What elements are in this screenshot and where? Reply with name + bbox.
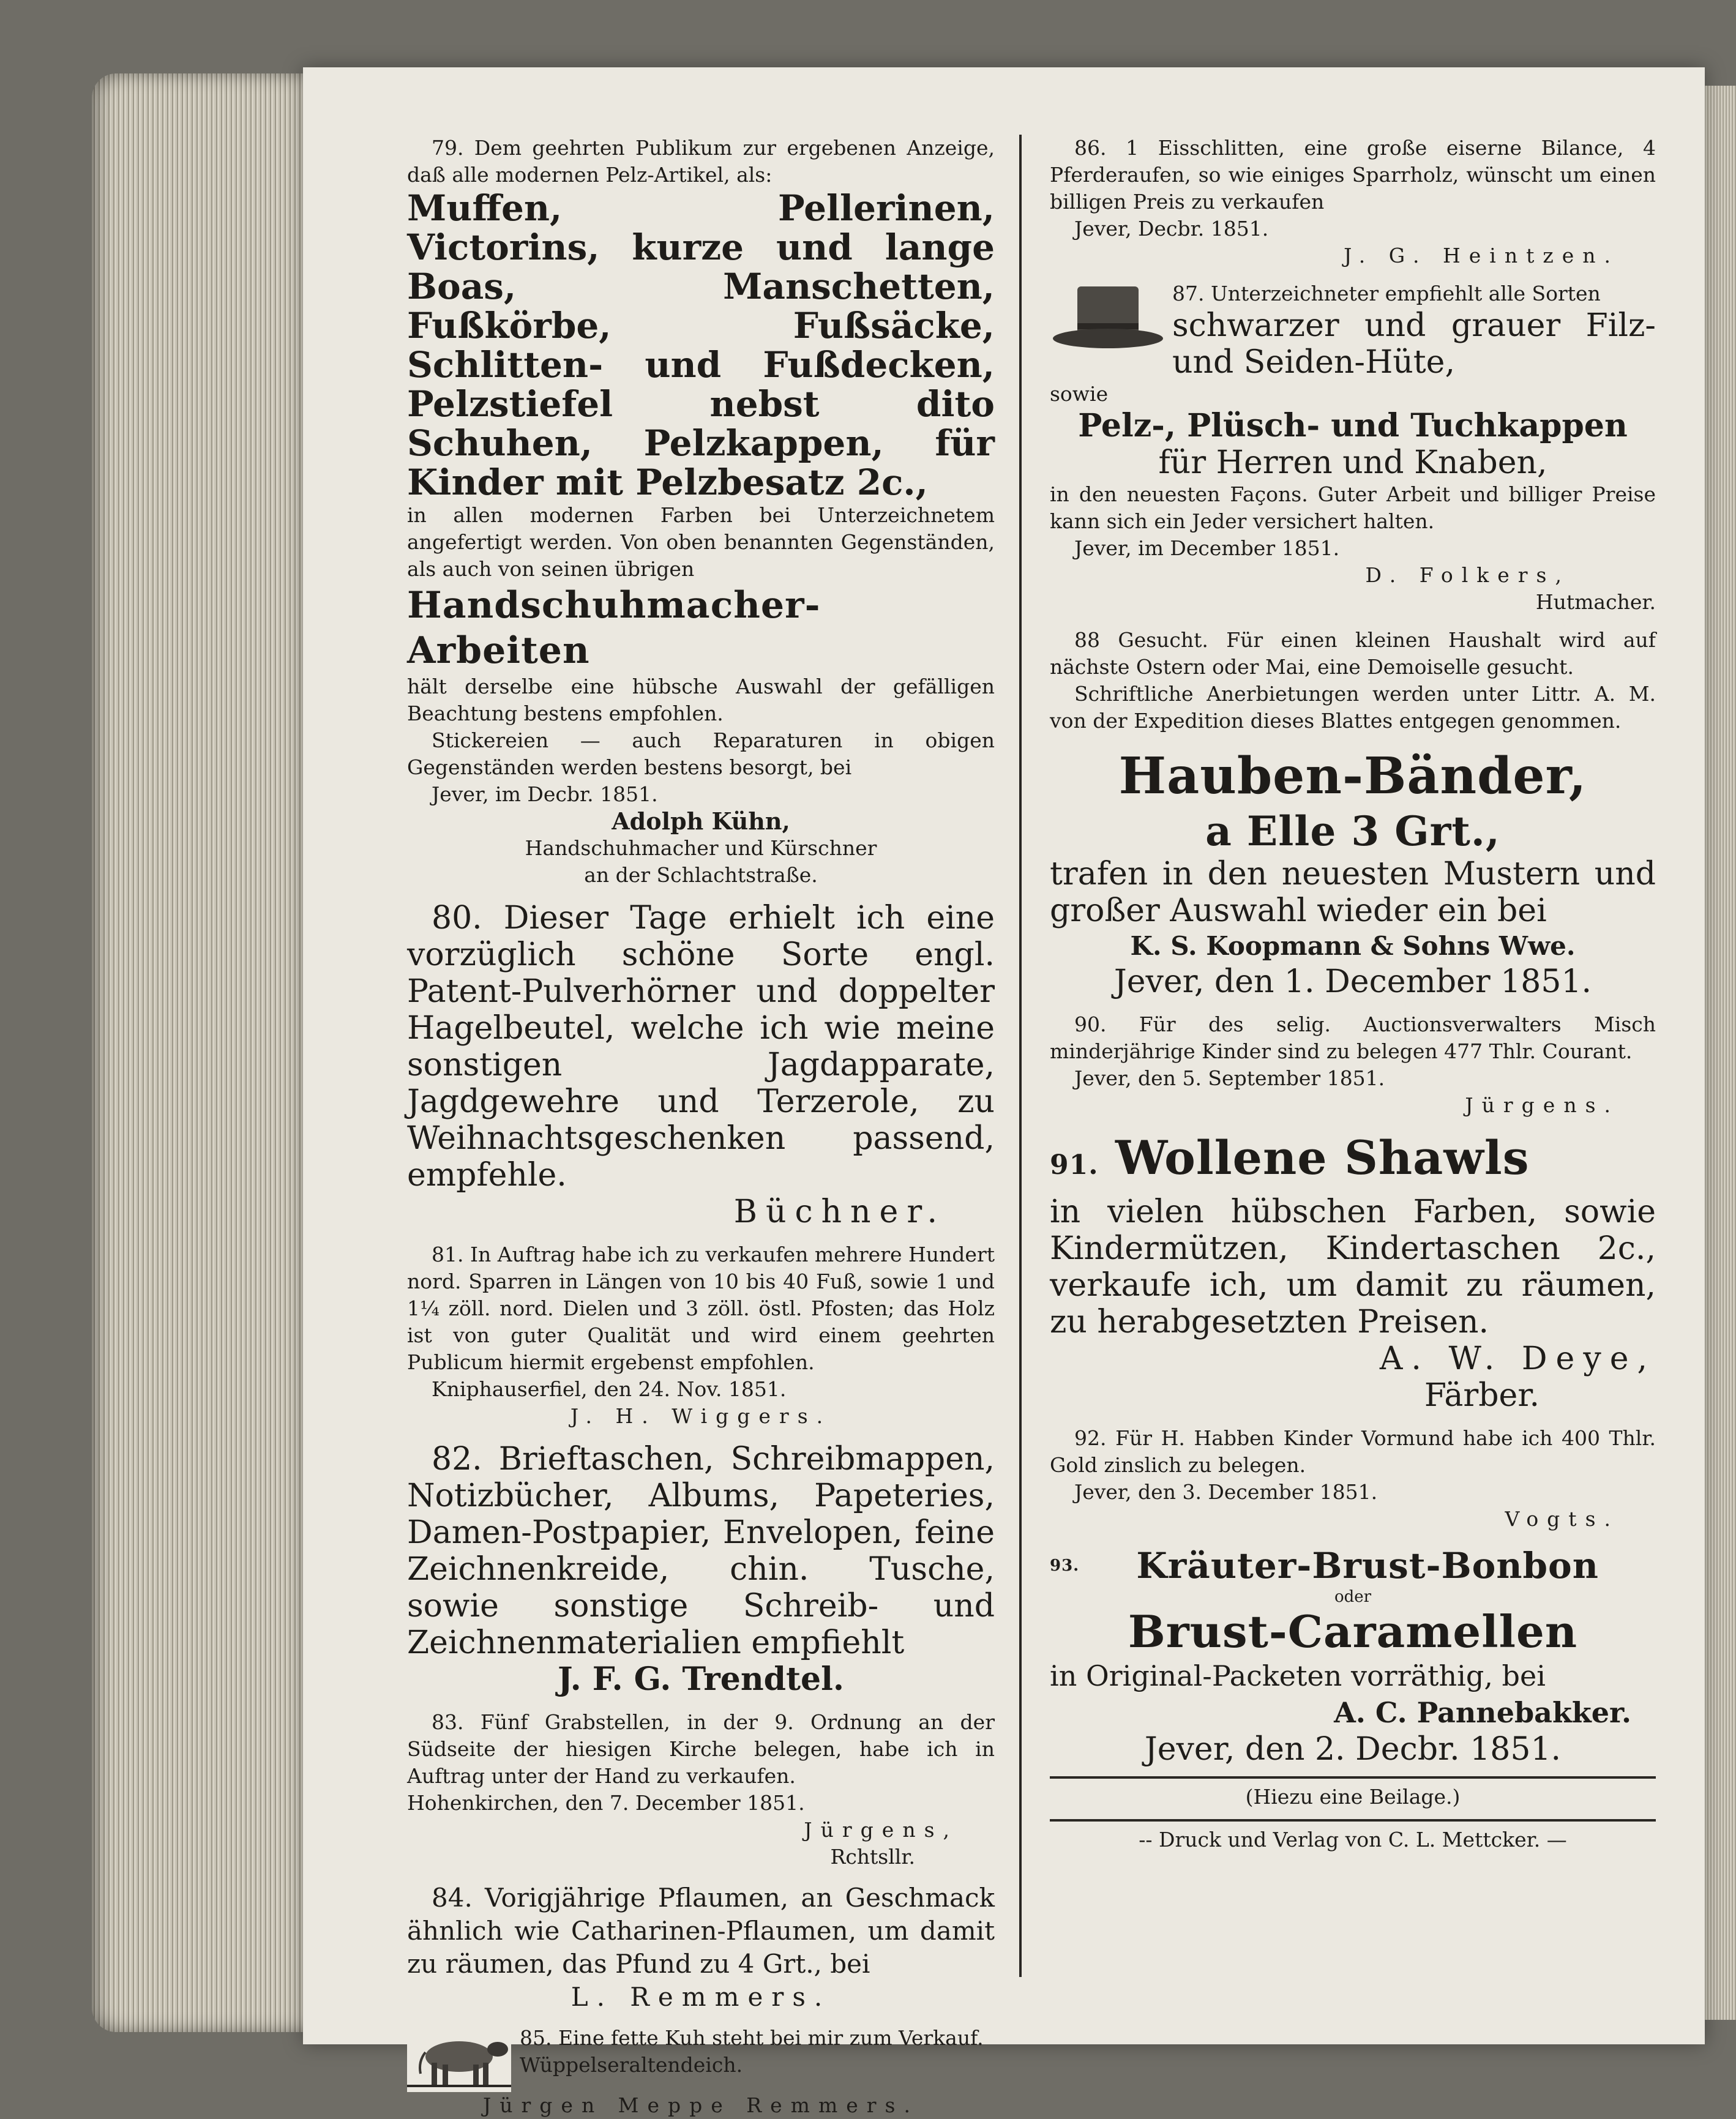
ad-88-text2: Schriftliche Anerbietungen werden unter Littr. A. M. von der Expedition dieses Blattes entgegen genommen. — [1050, 682, 1656, 733]
ad-85-sign: Jürgen Meppe Remmers. — [483, 2093, 919, 2117]
ad-86-text: 86. 1 Eisschlitten, eine große eiserne Bilance, 4 Pferderaufen, so wie einiges Sparrholz, wünscht um einen billigen Preis zu verkaufen — [1050, 136, 1656, 214]
ad-79-body2: hält derselbe eine hübsche Auswahl der gefälligen Beachtung bestens empfohlen. — [407, 675, 995, 725]
ad-87-headline2: Pelz-, Plüsch- und Tuchkappen — [1078, 407, 1628, 444]
ad-90-text: 90. Für des selig. Auctionsverwalters Misch minderjährige Kinder sind zu belegen 477 Thlr. Courant. — [1050, 1012, 1656, 1063]
ad-87 — [1050, 280, 1656, 616]
ad-88-text1: 88 Gesucht. Für einen kleinen Haushalt wird auf nächste Ostern oder Mai, eine Demoiselle gesucht. — [1050, 628, 1656, 679]
ad-88 — [1050, 627, 1656, 734]
ad-81-sign: J. H. Wiggers. — [570, 1404, 832, 1428]
ad-83 — [407, 1709, 995, 1870]
ad-93-headline2: Brust-Caramellen — [1128, 1605, 1578, 1657]
column-divider — [1019, 135, 1022, 1977]
book-edge — [92, 73, 312, 2032]
cow-icon — [407, 2025, 511, 2092]
footer-note: (Hiezu eine Beilage.) — [1245, 1785, 1461, 1809]
ad-87-headline1: schwarzer und grauer Filz- und Seiden-Hüte, — [1172, 307, 1656, 381]
ad-81 — [407, 1241, 995, 1430]
ad-93-text: in Original-Packeten vorräthig, bei — [1050, 1659, 1546, 1692]
ad-91 — [1050, 1130, 1656, 1414]
ad-84-sign: L. Remmers. — [571, 1982, 831, 2012]
ad-87-sowie: sowie — [1050, 382, 1109, 406]
ad-87-text: in den neuesten Façons. Guter Arbeit und billiger Preise kann sich ein Jeder versichert halten. — [1050, 482, 1656, 533]
right-column — [1050, 135, 1656, 1853]
ad-87-sign: D. Folkers, — [1365, 563, 1570, 587]
ad-91-role: Färber. — [1424, 1377, 1540, 1414]
ad-93-sign: A. C. Pannebakker. — [1334, 1696, 1631, 1729]
ad-93-number: 93. — [1050, 1557, 1080, 1575]
ad-86 — [1050, 135, 1656, 269]
ad-89-text: trafen in den neuesten Mustern und großer Auswahl wieder ein bei — [1050, 856, 1656, 929]
ad-90 — [1050, 1011, 1656, 1119]
ad-91-number: 91. — [1050, 1149, 1099, 1181]
ad-87-headline3: für Herren und Knaben, — [1158, 444, 1547, 481]
ad-91-headline: Wollene Shawls — [1115, 1131, 1530, 1185]
ad-85-text: 85. Eine fette Kuh steht bei mir zum Verkauf. — [520, 2026, 984, 2050]
ad-93-place-date: Jever, den 2. Decbr. 1851. — [1144, 1731, 1562, 1768]
ad-93 — [1050, 1544, 1656, 1768]
ad-79-place-date: Jever, im Decbr. 1851. — [432, 782, 658, 806]
ad-93-headline1: Kräuter-Brust-Bonbon — [1136, 1545, 1599, 1586]
ad-89-place-date: Jever, den 1. December 1851. — [1113, 963, 1592, 1000]
ad-90-place-date: Jever, den 5. September 1851. — [1074, 1066, 1385, 1090]
ad-86-place-date: Jever, Decbr. 1851. — [1074, 217, 1269, 241]
ad-81-place-date: Kniphauserfiel, den 24. Nov. 1851. — [432, 1377, 787, 1401]
ad-92-place-date: Jever, den 3. December 1851. — [1074, 1480, 1378, 1504]
footer-rule-top — [1050, 1776, 1656, 1779]
ad-83-sign: Jürgens, — [804, 1818, 958, 1842]
ad-80 — [407, 900, 995, 1230]
ad-83-text: 83. Fünf Grabstellen, in der 9. Ordnung an der Südseite der hiesigen Kirche belegen, habe ich in Auftrag unter der Hand zu verkaufen. — [407, 1710, 995, 1788]
ad-79 — [407, 135, 995, 889]
left-column — [407, 135, 995, 2119]
ad-81-text: 81. In Auftrag habe ich zu verkaufen mehrere Hundert nord. Sparren in Längen von 10 bis 40 Fuß, sowie 1 und 1¼ zöll. nord. Dielen und 3 zöll. östl. Pfosten; das Holz ist von guter Qualität und wird einem geehrten Publicum hiermit ergebenst empfohlen. — [407, 1243, 995, 1374]
ad-89 — [1050, 746, 1656, 1000]
ad-92-sign: Vogts. — [1505, 1507, 1619, 1531]
ad-89-headline: Hauben-Bänder, — [1118, 747, 1587, 805]
ad-79-body3: Stickereien — auch Reparaturen in obigen Gegenständen werden bestens besorgt, bei — [407, 728, 995, 779]
ad-79-role: Handschuhmacher und Kürschner — [525, 836, 877, 860]
ad-93-oder: oder — [1334, 1588, 1372, 1606]
ad-82-text: 82. Brieftaschen, Schreibmappen, Notizbücher, Albums, Papeteries, Damen-Postpapier, Envelopen, feine Zeichnenkreide, chin. Tusche, sowie sonstige Schreib- und Zeichnenmaterialien empfiehlt — [407, 1441, 995, 1661]
ad-79-name: Adolph Kühn, — [612, 807, 790, 835]
ad-87-intro: 87. Unterzeichneter empfiehlt alle Sorten — [1172, 282, 1601, 305]
ad-92 — [1050, 1425, 1656, 1533]
ad-89-firm: K. S. Koopmann & Sohns Wwe. — [1130, 931, 1576, 961]
ad-82-sign: J. F. G. Trendtel. — [558, 1661, 844, 1698]
ad-79-body1: in allen modernen Farben bei Unterzeichnetem angefertigt werden. Von oben benannten Gegenständen, als auch von seinen übrigen — [407, 503, 995, 581]
ad-90-sign: Jürgens. — [1465, 1093, 1619, 1117]
ad-80-text: 80. Dieser Tage erhielt ich eine vorzüglich schöne Sorte engl. Patent-Pulverhörner und doppelter Hagelbeutel, welche ich wie meine sonstigen Jagdapparate, Jagdgewehre und Terzerole, zu Weihnachtsgeschenken passend, empfehle. — [407, 900, 995, 1194]
ad-79-intro: 79. Dem geehrten Publikum zur ergebenen Anzeige, daß alle modernen Pelz-Artikel, als: — [407, 136, 995, 187]
ad-91-text: in vielen hübschen Farben, sowie Kindermützen, Kindertaschen 2c., verkaufe ich, um damit zu räumen, zu herabgesetzten Preisen. — [1050, 1194, 1656, 1340]
ad-87-place-date: Jever, im December 1851. — [1074, 536, 1340, 560]
ad-83-role: Rchtsllr. — [830, 1845, 915, 1869]
ad-92-text: 92. Für H. Habben Kinder Vormund habe ich 400 Thlr. Gold zinslich zu belegen. — [1050, 1426, 1656, 1477]
ad-85 — [407, 2025, 995, 2119]
ad-84-text: 84. Vorigjährige Pflaumen, an Geschmack ähnlich wie Catharinen-Pflaumen, um damit zu räumen, das Pfund zu 4 Grt., bei — [407, 1883, 995, 1979]
footer-printer: -- Druck und Verlag von C. L. Mettcker. — — [1139, 1828, 1567, 1852]
ad-79-address: an der Schlachtstraße. — [584, 863, 818, 887]
ad-85-place: Wüppelseraltendeich. — [520, 2053, 743, 2077]
ad-79-headline: Handschuhmacher-Arbeiten — [407, 584, 821, 672]
ad-86-sign: J. G. Heintzen. — [1344, 244, 1619, 267]
ad-84 — [407, 1882, 995, 2014]
book-edge-right — [1699, 86, 1736, 2020]
ad-89-price: a Elle 3 Grt., — [1205, 807, 1500, 855]
ad-91-sign: A. W. Deye, — [1379, 1340, 1656, 1377]
ad-83-place-date: Hohenkirchen, den 7. December 1851. — [407, 1791, 805, 1815]
footer-rule-bottom — [1050, 1819, 1656, 1822]
ad-87-role: Hutmacher. — [1535, 590, 1656, 614]
ad-82 — [407, 1441, 995, 1698]
ad-79-items: Muffen, Pellerinen, Victorins, kurze und lange Boas, Manschetten, Fußkörbe, Fußsäcke, Schlitten- und Fußdecken, Pelzstiefel nebst dito Schuhen, Pelzkappen, für Kinder mit Pelzbesatz 2c., — [407, 187, 995, 503]
top-hat-icon — [1050, 280, 1166, 354]
newspaper-page — [303, 67, 1705, 2117]
ad-80-sign: Büchner. — [733, 1194, 946, 1230]
